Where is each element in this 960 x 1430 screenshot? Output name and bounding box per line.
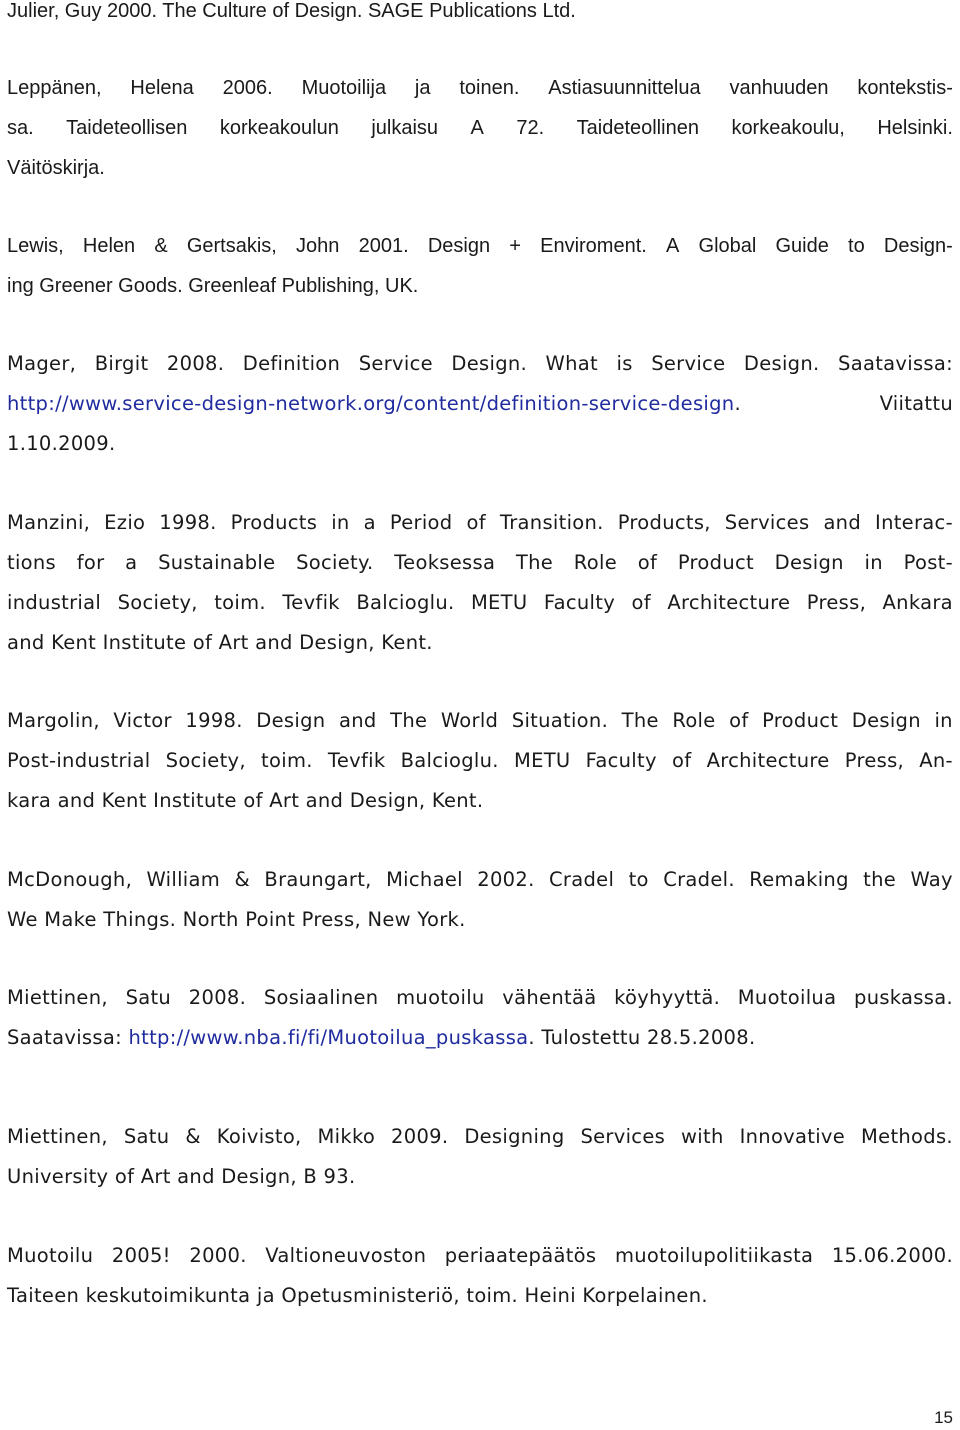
word: toim.: [261, 749, 313, 772]
word: Valtioneuvoston: [265, 1244, 427, 1267]
word: Services: [724, 511, 810, 534]
word: Cradel: [549, 868, 615, 891]
reference-line: [7, 0, 953, 24]
word: and: [338, 709, 377, 732]
word: Post-: [903, 551, 953, 574]
word: toim.: [214, 591, 266, 614]
word: Mikko: [317, 1125, 376, 1148]
word: muotoilupolitiikasta: [614, 1244, 814, 1267]
word: Post-industrial: [7, 749, 151, 772]
word: 15.06.2000.: [831, 1244, 953, 1267]
word: Mager,: [7, 352, 77, 375]
word: Balcioglu.: [400, 749, 499, 772]
word: What: [545, 352, 598, 375]
word: with: [681, 1125, 724, 1148]
reference-line: [7, 351, 953, 377]
word: Remaking: [749, 868, 849, 891]
word: Väitöskirja.: [7, 157, 105, 179]
word: Helsinki.: [877, 117, 953, 139]
word: Helen: [82, 235, 136, 257]
word: 1998.: [185, 709, 243, 732]
reference-line: [7, 1283, 953, 1309]
word: Design: [256, 709, 326, 732]
word: 2002.: [477, 868, 535, 891]
word: Transition.: [499, 511, 604, 534]
word: ja: [414, 77, 431, 99]
word: 2008.: [166, 352, 225, 375]
word: toinen.: [459, 77, 520, 99]
page-number: 15: [934, 1408, 953, 1427]
reference-line: [7, 1025, 953, 1051]
word: 2008.: [188, 986, 247, 1009]
reference-line: [7, 630, 953, 656]
link-suffix: .: [734, 392, 741, 415]
word: Ezio: [104, 511, 146, 534]
link-suffix: . Tulostettu 28.5.2008.: [528, 1026, 756, 1049]
word: Taideteollinen: [576, 117, 699, 139]
word: kara and Kent Institute of Art and Design, Kent.: [7, 789, 484, 812]
word: Michael: [386, 868, 463, 891]
word: Ankara: [882, 591, 953, 614]
word: köyhyyttä.: [614, 986, 721, 1009]
word: A: [470, 117, 484, 139]
word: of: [672, 749, 692, 772]
word: Global: [698, 235, 757, 257]
word: Satu: [123, 1125, 170, 1148]
word: Astiasuunnittelua: [548, 77, 701, 99]
word: Gertsakis,: [186, 235, 277, 257]
word: for: [76, 551, 105, 574]
word: Margolin,: [7, 709, 100, 732]
word: Lewis,: [7, 235, 64, 257]
reference-line: [7, 510, 953, 536]
word: &: [234, 868, 250, 891]
word: Leppänen,: [7, 77, 102, 99]
word: Design.: [743, 352, 820, 375]
word: Design.: [451, 352, 528, 375]
word: Enviroment.: [540, 235, 647, 257]
word: of: [729, 709, 749, 732]
word: Design: [774, 551, 844, 574]
word: Saatavissa:: [838, 352, 953, 375]
reference-line: [7, 115, 953, 141]
reference-line: [7, 985, 953, 1011]
word: Society,: [165, 749, 246, 772]
word: in: [864, 551, 883, 574]
word: Society,: [117, 591, 198, 614]
word: Way: [910, 868, 953, 891]
word: Miettinen,: [7, 1125, 108, 1148]
reference-line: [7, 273, 953, 299]
word: Victor: [113, 709, 172, 732]
word: Helena: [130, 77, 194, 99]
word: 2000.: [189, 1244, 247, 1267]
citation-date-label: Viitattu: [879, 392, 953, 415]
word: muotoilu: [396, 986, 485, 1009]
word: Society.: [296, 551, 374, 574]
reference-link[interactable]: http://www.nba.fi/fi/Muotoilua_puskassa: [128, 1026, 529, 1049]
word: 1998.: [159, 511, 217, 534]
reference-line: [7, 748, 953, 774]
reference-line: [7, 788, 953, 814]
word: Muotoilija: [301, 77, 387, 99]
word: Services: [580, 1125, 666, 1148]
link-group: [7, 1026, 755, 1049]
word: METU: [513, 749, 571, 772]
word: Miettinen,: [7, 986, 108, 1009]
word: &: [154, 235, 168, 257]
reference-line: [7, 1243, 953, 1269]
word: is: [616, 352, 633, 375]
word: Julier, Guy 2000. The Culture of Design. SAGE Publications Ltd.: [7, 0, 576, 22]
word: kontekstis-: [857, 77, 953, 99]
word: 2005!: [111, 1244, 171, 1267]
word: Role: [672, 709, 716, 732]
word: Manzini,: [7, 511, 91, 534]
word: 2001.: [358, 235, 409, 257]
word: Taiteen keskutoimikunta ja Opetusministeriö, toim. Heini Korpelainen.: [7, 1284, 708, 1307]
reference-line: [7, 867, 953, 893]
link-prefix: Saatavissa:: [7, 1026, 129, 1049]
word: METU: [470, 591, 528, 614]
word: Design-: [883, 235, 953, 257]
reference-line: [7, 550, 953, 576]
word: industrial: [7, 591, 102, 614]
word: Faculty: [585, 749, 657, 772]
word: A: [666, 235, 680, 257]
reference-line: [7, 155, 953, 181]
word: Tevfik: [282, 591, 340, 614]
word: Muotoilua: [737, 986, 837, 1009]
word: Interac-: [875, 511, 953, 534]
word: Satu: [125, 986, 172, 1009]
word: korkeakoulu,: [731, 117, 845, 139]
word: World: [440, 709, 499, 732]
reference-line: [7, 75, 953, 101]
word: Sustainable: [158, 551, 276, 574]
reference-line: [7, 391, 953, 417]
link-group: [7, 391, 741, 417]
word: the: [863, 868, 897, 891]
word: Press,: [806, 591, 867, 614]
word: Design: [427, 235, 491, 257]
word: Service: [651, 352, 726, 375]
word: Product: [762, 709, 839, 732]
word: William: [146, 868, 221, 891]
word: 72.: [516, 117, 545, 139]
word: sa.: [7, 117, 34, 139]
word: Tevfik: [327, 749, 386, 772]
word: Birgit: [94, 352, 149, 375]
word: McDonough,: [7, 868, 133, 891]
word: 2009.: [391, 1125, 449, 1148]
word: Design: [851, 709, 921, 732]
word: Products: [230, 511, 318, 534]
word: Innovative: [739, 1125, 846, 1148]
word: a: [125, 551, 138, 574]
word: Press,: [844, 749, 905, 772]
reference-line: [7, 1124, 953, 1150]
word: periaatepäätös: [444, 1244, 597, 1267]
word: to: [848, 235, 865, 257]
word: tions: [7, 551, 57, 574]
word: Designing: [464, 1125, 565, 1148]
word: The: [390, 709, 428, 732]
reference-line: [7, 431, 953, 457]
word: An-: [919, 749, 953, 772]
word: Taideteollisen: [66, 117, 188, 139]
reference-line: [7, 708, 953, 734]
word: Teoksessa: [394, 551, 496, 574]
word: Definition: [242, 352, 341, 375]
word: of: [637, 551, 658, 574]
word: Koivisto,: [216, 1125, 302, 1148]
word: Product: [677, 551, 754, 574]
reference-line: [7, 907, 953, 933]
word: Muotoilu: [7, 1244, 94, 1267]
word: puskassa.: [854, 986, 953, 1009]
word: a: [363, 511, 376, 534]
word: The: [515, 551, 554, 574]
word: julkaisu: [371, 117, 439, 139]
word: We Make Things. North Point Press, New York.: [7, 908, 466, 931]
word: The: [621, 709, 659, 732]
word: and: [823, 511, 862, 534]
word: of: [466, 511, 486, 534]
word: in: [934, 709, 953, 732]
word: and Kent Institute of Art and Design, Kent.: [7, 631, 433, 654]
reference-line: [7, 233, 953, 259]
word: 2006.: [222, 77, 273, 99]
word: 1.10.2009.: [7, 432, 116, 455]
word: vanhuuden: [729, 77, 829, 99]
reference-link[interactable]: http://www.service-design-network.org/content/definition-service-design: [7, 392, 735, 415]
word: korkeakoulun: [219, 117, 339, 139]
word: of: [631, 591, 651, 614]
word: University of Art and Design, B 93.: [7, 1165, 356, 1188]
word: to: [628, 868, 649, 891]
word: Balcioglu.: [356, 591, 455, 614]
word: Products,: [617, 511, 711, 534]
word: Faculty: [543, 591, 616, 614]
word: Architecture: [706, 749, 830, 772]
word: Situation.: [511, 709, 609, 732]
word: ing Greener Goods. Greenleaf Publishing, UK.: [7, 275, 419, 297]
reference-line: [7, 590, 953, 616]
word: Methods.: [861, 1125, 953, 1148]
word: Period: [389, 511, 453, 534]
word: Guide: [775, 235, 829, 257]
word: Architecture: [667, 591, 791, 614]
word: &: [185, 1125, 201, 1148]
word: Service: [358, 352, 433, 375]
word: vähentää: [502, 986, 597, 1009]
reference-line: [7, 1164, 953, 1190]
word: John: [296, 235, 340, 257]
word: Role: [573, 551, 618, 574]
word: in: [331, 511, 350, 534]
word: Cradel.: [663, 868, 735, 891]
word: Braungart,: [264, 868, 372, 891]
word: Sosiaalinen: [263, 986, 379, 1009]
word: +: [509, 235, 521, 257]
